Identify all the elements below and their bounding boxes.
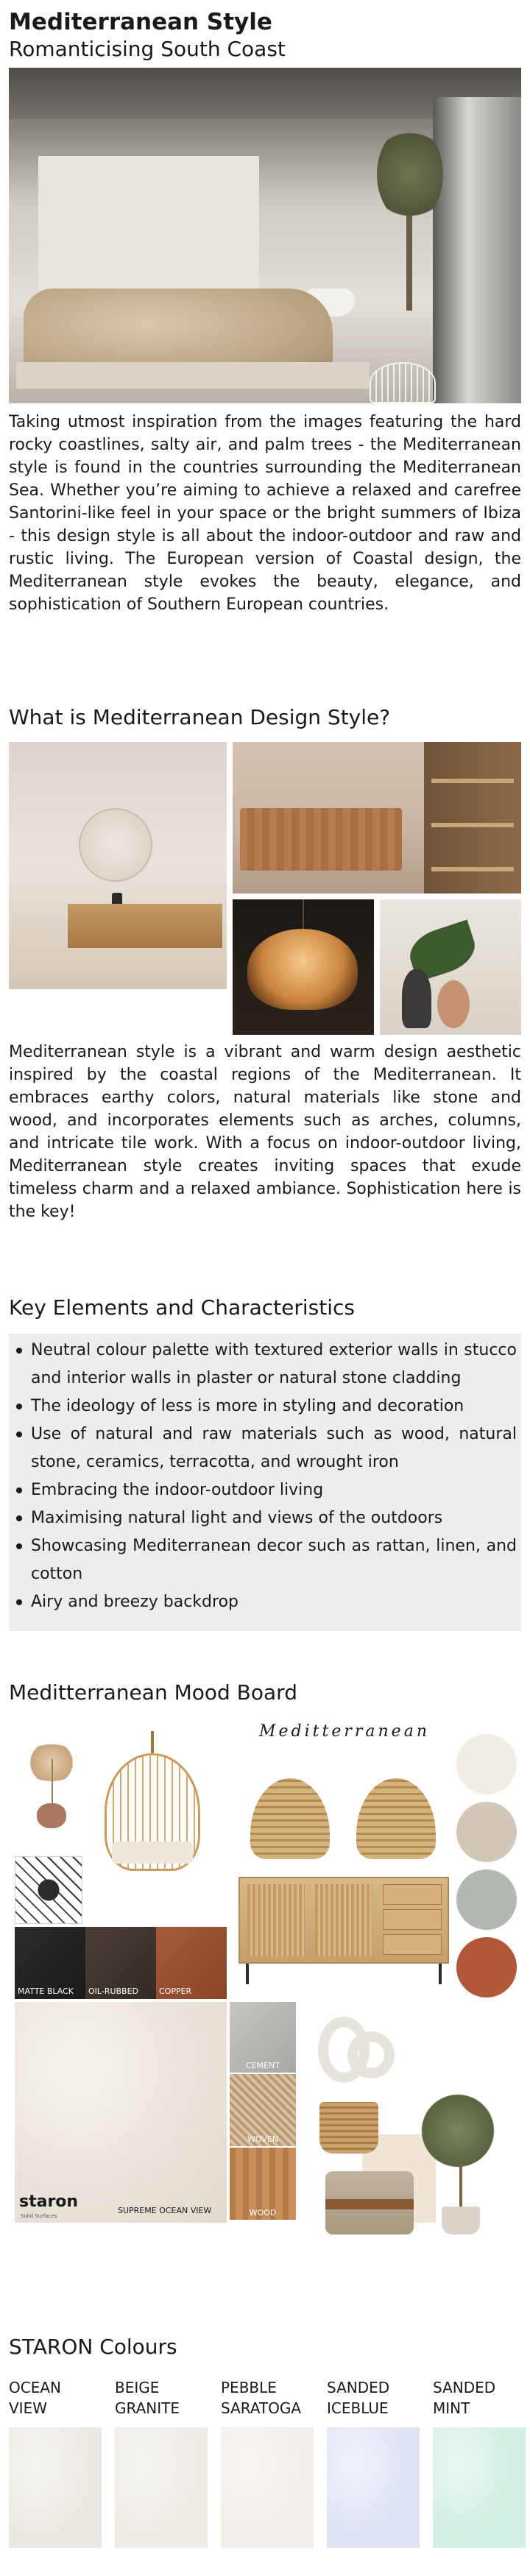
cement-sample <box>230 2002 296 2073</box>
woven-label: WOVEN <box>247 2134 279 2144</box>
list-item: Maximising natural light and views of the outdoors <box>9 1504 517 1532</box>
cement-label: CEMENT <box>245 2061 280 2070</box>
patterned-tile <box>15 1856 82 1924</box>
oil-rubbed-label: OIL-RUBBED <box>88 1986 139 1996</box>
hero-bedroom-photo <box>9 68 521 403</box>
olive-tree-plant <box>406 2090 517 2237</box>
woven-basket <box>314 2090 384 2158</box>
mood-board-script-title: Meditterranean <box>259 1722 430 1741</box>
page-subtitle: Romanticising South Coast <box>9 37 286 61</box>
oil-rubbed-finish <box>85 1927 156 1999</box>
colour-name-sanded-iceblue: SANDED ICEBLUE <box>327 2379 390 2417</box>
list-item: Showcasing Mediterranean decor such as rattan, linen, and cotton <box>9 1532 517 1588</box>
list-item: Neutral colour palette with textured exterior walls in stucco and interior walls in plaster or natural stone cladding <box>9 1337 517 1393</box>
staron-colours-heading: STARON Colours <box>9 2335 177 2359</box>
colour-swatch-circle <box>456 1734 517 1794</box>
key-elements-list <box>9 1337 517 1616</box>
intro-paragraph: Taking utmost inspiration from the images featuring the hard rocky coastlines, salty air, and palm trees - the Mediterranean style is found in the countries surrounding the Mediterranean Sea. Whether you’re aiming to achieve a relaxed and carefree Santorini-like feel in your space or the bright summers of Ibiza - this design style is all about the indoor-outdoor and raw and rustic living. The European version of Coastal design, the Mediterranean style evokes the beauty, elegance, and sophistication of Southern European countries. <box>9 413 521 614</box>
mood-board-heading: Meditterranean Mood Board <box>9 1680 297 1705</box>
wooden-bathtub-photo <box>233 742 521 894</box>
copper-label: COPPER <box>159 1986 192 1996</box>
list-item: The ideology of less is more in styling and decoration <box>9 1393 517 1420</box>
list-item: Airy and breezy backdrop <box>9 1588 517 1616</box>
colour-name-beige-granite: BEIGE GRANITE <box>115 2379 180 2417</box>
list-item: Use of natural and raw materials such as wood, natural stone, ceramics, terracotta, and wrought iron <box>9 1420 517 1476</box>
page-title: Mediterranean Style <box>9 9 272 35</box>
staron-logo-subtitle: Solid Surfaces <box>21 2213 57 2219</box>
what-is-paragraph: Mediterranean style is a vibrant and warm design aesthetic inspired by the coastal regions of the Mediterranean. It embraces earthy colors, natural materials like stone and wood, and incorporates elements such as arches, columns, and intricate tile work. With a focus on indoor-outdoor living, Mediterranean style creates inviting spaces that exude timeless charm and a relaxed ambiance. Sophistication here is the key! <box>9 1043 521 1221</box>
striped-cushion <box>325 2171 414 2234</box>
woven-sample <box>230 2074 296 2146</box>
colour-name-sanded-mint: SANDED MINT <box>433 2379 496 2417</box>
colour-swatch-circle <box>456 1802 517 1862</box>
colour-name-ocean-view: OCEAN VIEW <box>9 2379 61 2417</box>
key-elements-heading: Key Elements and Characteristics <box>9 1295 355 1320</box>
matte-black-finish <box>15 1927 85 1999</box>
supreme-ocean-view-marble <box>15 2002 227 2223</box>
rattan-shade-right <box>350 1778 442 1865</box>
colour-swatch-sanded-iceblue <box>327 2427 420 2548</box>
rattan-pendant-photo <box>233 899 374 1035</box>
colour-swatch-ocean-view <box>9 2427 102 2548</box>
colour-swatch-circle <box>456 1869 517 1930</box>
staron-logo: staron <box>19 2193 79 2211</box>
copper-finish <box>156 1927 227 1999</box>
dried-flowers-vase <box>15 1744 88 1833</box>
colour-name-pebble-saratoga: PEBBLE SARATOGA <box>221 2379 302 2417</box>
ceramic-sculpture <box>318 2009 399 2090</box>
colour-swatch-pebble-saratoga <box>221 2427 314 2548</box>
hanging-rattan-chair <box>97 1731 208 1893</box>
colour-swatch-circle <box>456 1937 517 1998</box>
list-item: Embracing the indoor-outdoor living <box>9 1476 517 1504</box>
wood-label: WOOD <box>249 2208 277 2218</box>
rattan-shade-left <box>244 1778 336 1865</box>
what-is-heading: What is Mediterranean Design Style? <box>9 705 391 729</box>
bathroom-vanity-photo <box>9 742 227 989</box>
ceramic-vases-photo <box>380 899 521 1035</box>
mood-board <box>9 1722 521 2242</box>
colour-swatch-beige-granite <box>115 2427 208 2548</box>
matte-black-label: MATTE BLACK <box>18 1986 74 1996</box>
supreme-ocean-view-label: SUPREME OCEAN VIEW <box>118 2206 212 2215</box>
rattan-sideboard <box>239 1877 449 1984</box>
colour-swatch-sanded-mint <box>433 2427 526 2548</box>
wood-sample <box>230 2148 296 2220</box>
